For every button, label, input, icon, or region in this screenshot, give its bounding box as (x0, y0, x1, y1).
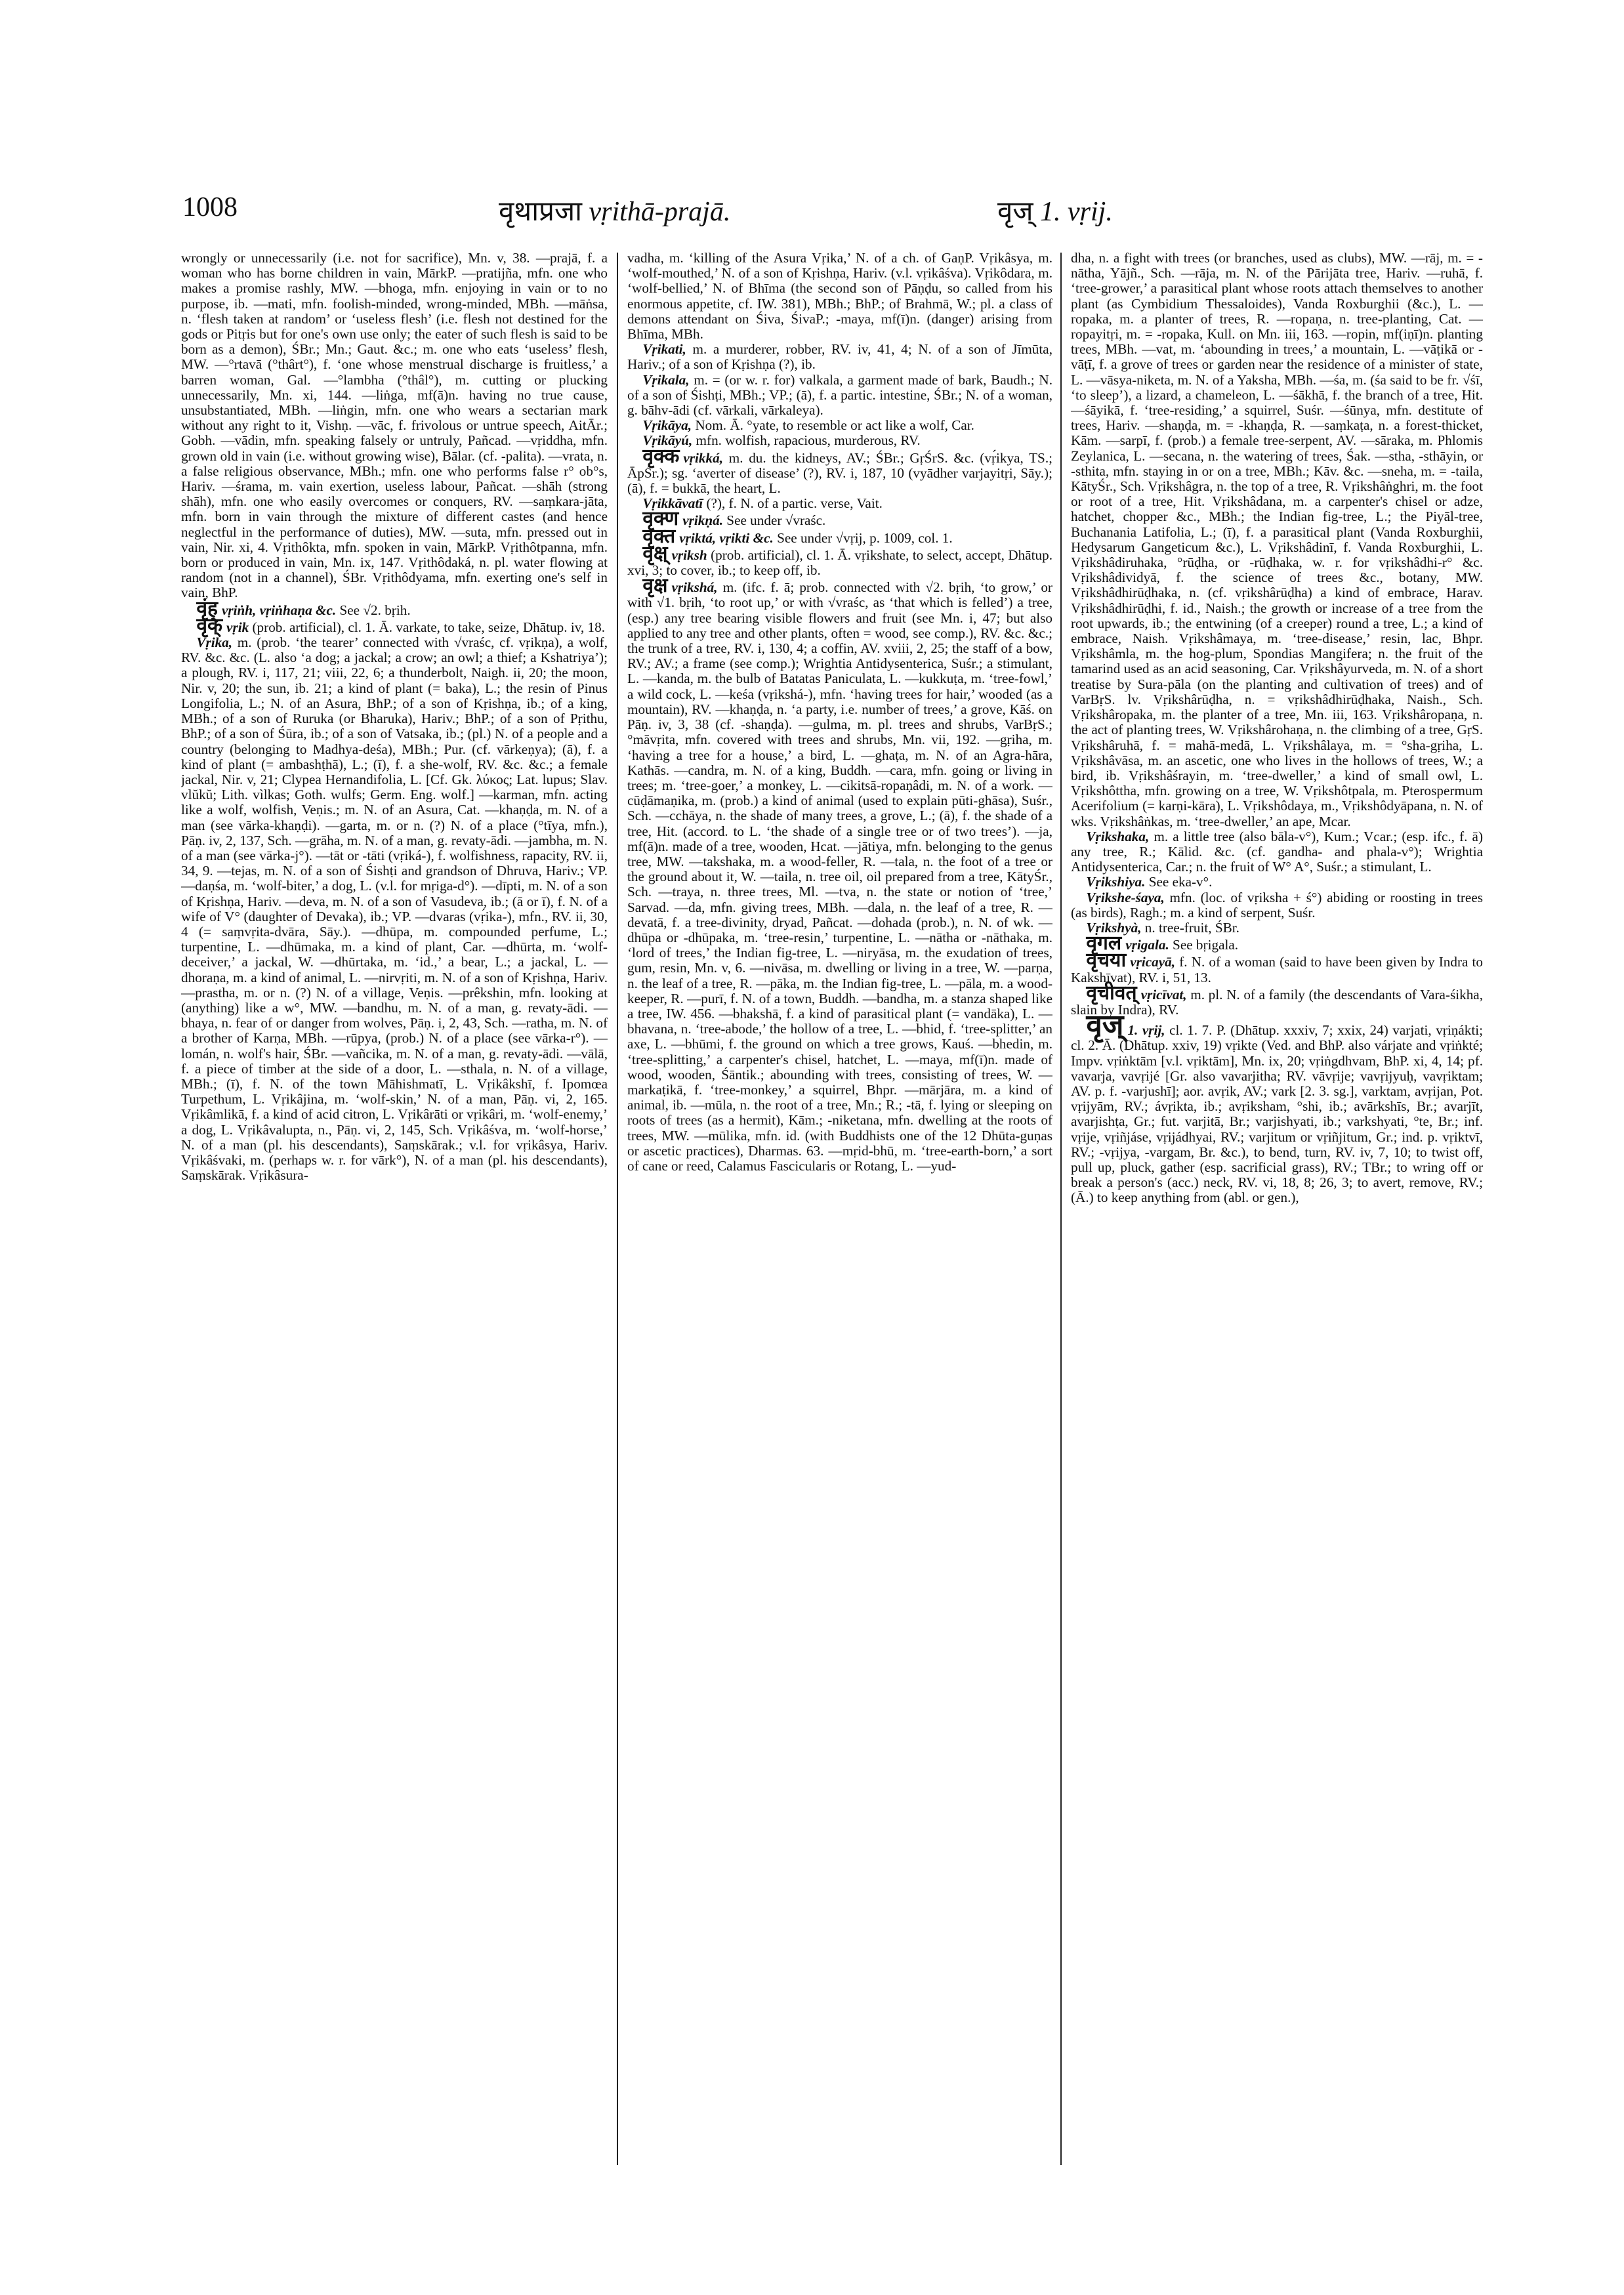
devanagari-headword: वृज् (1086, 1009, 1124, 1042)
devanagari-headword: वृगल (1086, 932, 1122, 955)
entry-definition: m. a murderer, robber, RV. iv, 41, 4; N. of a son of Jīmūta, Hariv.; of a son of Kṛishṇa (?), ib. (627, 341, 1052, 373)
devanagari-headword: वृचया (1086, 949, 1127, 972)
entry-definition: m. = (or w. r. for) valkala, a garment made of bark, Baudh.; N. of a son of Śishṭi, MBh.; VP.; (ā), f. a partic. intestine, ŚBr.; N. of a woman, g. bāhv-ādi (cf. vārkali, vārkaleya). (627, 371, 1052, 419)
entry-definition: m. pl. N. of a family (the descendants of Vara-śikha, slain by Indra), RV. (1071, 986, 1483, 1018)
dictionary-entry (1071, 982, 1483, 1018)
entry-definition: See bṛigala. (1169, 937, 1239, 953)
devanagari-headword: वृक्ष (642, 575, 668, 597)
entry-definition: n. tree-fruit, ŚBr. (1141, 919, 1239, 936)
column-divider (617, 253, 618, 2165)
dictionary-entry (627, 575, 1052, 1174)
page-number: 1008 (182, 192, 238, 222)
entry-definition: (prob. artificial), cl. 1. Ā. varkate, to take, seize, Dhātup. iv, 18. (249, 619, 606, 635)
entry-headword: vṛik (226, 619, 249, 635)
dictionary-entry (627, 251, 1052, 342)
entry-headword: Vṛikati, (642, 341, 686, 358)
entry-headword: Vṛikshe-śaya, (1086, 889, 1165, 905)
header-last-headword (997, 192, 1113, 229)
column-2 (627, 251, 1052, 2166)
devanagari-headword: वृक्त (642, 525, 676, 547)
dictionary-entry (627, 433, 1052, 448)
entry-definition: mfn. wolfish, rapacious, murderous, RV. (692, 432, 921, 449)
dictionary-entry (1071, 829, 1483, 875)
entry-definition: Nom. Ā. °yate, to resemble or act like a wolf, Car. (692, 417, 974, 434)
entry-definition: (?), f. N. of a partic. verse, Vait. (703, 495, 883, 512)
entry-headword: Vṛikshiya. (1086, 874, 1146, 890)
dictionary-entry (1071, 920, 1483, 936)
dictionary-entry (627, 373, 1052, 419)
entry-definition: m. a little tree (also bāla-v°), Kum.; Vcar.; (esp. ifc., f. ā) any tree, R.; Kālid. &c. (cf. gandha- and phala-v°); Wrightia Antidysenterica, Car.; n. the fruit of W° A°, Suśr.; a stimulant, L. (1071, 828, 1483, 875)
entry-headword: vṛikká, (683, 449, 724, 466)
entry-definition: mfn. (loc. of vṛiksha + ś°) abiding or roosting in trees (as birds), Ragh.; m. a kind of serpent, Suśr. (1071, 889, 1483, 920)
entry-definition: m. (ifc. f. ā; prob. connected with √2. bṛih, ‘to grow,’ or with √1. bṛih, ‘to root up,’ or with √vraśc, as ‘that which is felled’) a tree, (esp.) any tree bearing visible flowers and fruit (see Mn. i, 47; but also applied to any tree and other plants, often = wood, see comp.), RV. &c. &c.; the trunk of a tree, RV. i, 130, 4; a coffin, AV. xviii, 2, 25; the staff of a bow, RV.; AV.; a frame (see comp.); Wrightia Antidysenterica, Suśr.; a stimulant, L. —kanda, m. the bulb of Batatas Paniculata, L. —kukkuṭa, m. ‘tree-fowl,’ a wild cock, L. —keśa (vṛikshá-), mfn. ‘having trees for hair,’ wooded (as a mountain), RV. —khaṇḍa, n. ‘a party, i.e. number of trees,’ a grove, Kāś. on Pāṇ. iv, 3, 38 (cf. -shaṇḍa). —gulma, m. pl. trees and shrubs, VarBṛS.; °māvṛita, mfn. covered with trees and shrubs, Mn. vii, 192. —gṛiha, m. ‘having a tree for a house,’ a bird, L. —ghaṭa, m. N. of an Agra-hāra, Kathās. —candra, m. N. of a king, Buddh. —cara, mfn. going or living in trees; m. ‘tree-goer,’ a monkey, L. —cikitsā-ropaṇâdi, m. N. of a work. —cūḍāmaṇika, m. (prob.) a kind of animal (used to explain pūti-ghāsa), Suśr., Sch. —cchāya, n. the shade of many trees, a grove, L.; (ā), f. the shade of a tree, Hit. (accord. to L. ‘the shade of a single tree or of two trees’). —ja, mf(ā)n. made of a tree, wooden, Hcat. —jātiya, mfn. belonging to the genus tree, MW. —takshaka, m. a wood-feller, R. —tala, n. the foot of a tree or the ground about it, W. —taila, n. tree oil, oil prepared from a tree, KātyŚr., Sch. —traya, n. three trees, Ml. —tva, n. the state or notion of ‘tree,’ Sarvad. —da, mfn. giving trees, MBh. —dala, n. the leaf of a tree, R. —devatā, f. a tree-divinity, dryad, Pañcat. —dohada (prob.), n. N. of wk. —dhūpa or -dhūpaka, m. ‘tree-resin,’ turpentine, L. —nātha or -nāthaka, m. ‘lord of trees,’ the Indian fig-tree, L. —niryāsa, m. the exudation of trees, gum, resin, Mn. v, 6. —nivāsa, m. dwelling or living in a tree, W. —parṇa, n. the leaf of a tree, R. —pāka, m. the Indian fig-tree, L. —pāla, m. a wood-keeper, R. —purī, f. N. of a town, Buddh. —bandha, m. a stanza shaped like a tree, IW. 456. —bhakshā, f. a kind of parasitical plant (= vandāka), L. —bhavana, n. ‘tree-abode,’ the hollow of a tree, L. —bhid, f. ‘tree-splitter,’ an axe, L. —bhūmi, f. the ground on which a tree grows, Kauś. —bhedin, m. ‘tree-splitting,’ a carpenter's chisel, hatchet, L. —maya, mf(ī)n. made of wood, wooden, Śāntik.; abounding with trees, consisting of trees, W. —markaṭikā, f. ‘tree-monkey,’ a squirrel, Bhpr. —mārjāra, m. a kind of animal, ib. —mūla, n. the root of a tree, Mn.; R.; -tā, f. lying or sleeping on roots of trees (as a hermit), Kām.; -niketana, mfn. dwelling at the roots of trees, MW. —mūlika, mfn. id. (with Buddhists one of the 12 Dhūta-guṇas or ascetic practices), Dharmas. 63. —mṛid-bhū, m. ‘tree-earth-born,’ a sort of cane or reed, Calamus Fascicularis or Rotang, L. —yud- (627, 579, 1052, 1174)
entry-definition: See under √vraśc. (723, 512, 826, 529)
dictionary-entry (627, 496, 1052, 511)
dictionary-entry (1071, 949, 1483, 985)
entry-definition: See √2. bṛih. (336, 602, 411, 618)
entry-headword: vṛicayā, (1130, 954, 1176, 970)
header-last-roman: 1. vṛij. (1040, 197, 1113, 227)
dictionary-entry (627, 542, 1052, 579)
entry-headword: 1. vṛij, (1127, 1022, 1165, 1039)
entry-headword: Vṛikkāvatī (642, 495, 703, 512)
dictionary-entry (1071, 251, 1483, 829)
dictionary-entry (181, 251, 608, 601)
dictionary-entry (181, 614, 608, 636)
entry-headword: Vṛikāya, (642, 417, 692, 434)
header-last-deva: वृज् (997, 197, 1033, 227)
header-first-roman: vṛithā-prajā. (589, 197, 731, 227)
column-1 (181, 251, 608, 2166)
entry-definition: wrongly or unnecessarily (i.e. not for sacrifice), Mn. v, 38. —prajā, f. a woman who has borne children in vain, MārkP. —pratijña, mfn. one who makes a promise rashly, MW. —bhoga, mfn. enjoying in vain or to no purpose, ib. —mati, mfn. foolish-minded, wrong-minded, MBh. —māṅsa, n. ‘flesh taken at random’ or ‘useless flesh’ (i.e. flesh not destined for the gods or Pitṛis but for one's own use only; the eater of such flesh is said to be born as a demon), ŚBr.; Mn.; Gaut. &c.; m. one who eats ‘useless’ flesh, MW. —°rtavā (°thârt°), f. ‘one whose menstrual discharge is fruitless,’ a barren woman, Gal. —°lambha (°thâl°), m. cutting or plucking unnecessarily, Mn. xi, 144. —liṅga, mf(ā)n. having no true cause, unsubstantiated, MBh. —liṅgin, mfn. one who wears a sectarian mark without any right to it, Vishṇ. —vāc, f. frivolous or untrue speech, AitĀr.; Gobh. —vādin, mfn. speaking falsely or untruly, Pañcad. —vṛiddha, mfn. grown old in vain (i.e. without growing wise), Bālar. (cf. -palita). —vrata, n. a false religious observance, MBh.; mfn. one who performs false r° ob°s, Hariv. —śrama, m. vain exertion, useless labour, Pañcat. —shāh (strong shāh), mfn. one who easily overcomes or conquers, RV. —saṃkara-jāta, mfn. born in vain through the mixture of different castes (and hence neglectful in the performance of duties), MW. —suta, mfn. pressed out in vain, Nir. xi, 4. Vṛithôkta, mfn. spoken in vain, MārkP. Vṛithôtpanna, mfn. born or produced in vain, Mn. ix, 147. Vṛithôdaká, n. pl. water flowing at random (not in a channel), ŚBr. Vṛithôdyama, mfn. exerting one's self in vain, BhP. (181, 251, 608, 601)
dictionary-entry (181, 635, 608, 1183)
entry-headword: vṛigala. (1125, 937, 1169, 953)
dictionary-entry (627, 445, 1052, 497)
entry-definition: m. (prob. ‘the tearer’ connected with √vraśc, cf. vṛikṇa), a wolf, RV. &c. &c. (L. also ‘a dog; a jackal; a crow; an owl; a thief; a Kshatriya’); a plough, RV. i, 117, 21; viii, 22, 6; a thunderbolt, Naigh. ii, 20; the moon, Nir. v, 20; the sun, ib. 21; a kind of plant (= baka), L.; the resin of Pinus Longifolia, L.; N. of an Asura, BhP.; of a son of Kṛishṇa, ib.; of a king, MBh.; of a son of Ruruka (or Bharuka), Hariv.; BhP.; of a son of Pṛithu, BhP.; of a son of Śūra, ib.; of a son of Vatsaka, ib.; (pl.) N. of a people and a country (belonging to Madhya-deśa), MBh.; Pur. (cf. vārkeṇya); (ā), f. a kind of plant (= ambashṭhā), L.; (ī), f. a she-wolf, RV. &c. &c.; a female jackal, Nir. v, 21; Clypea Hernandifolia, L. [Cf. Gk. λύκος; Lat. lupus; Slav. vlŭkŭ; Lith. vìlkas; Goth. wulfs; Germ. Eng. wolf.] —karman, mfn. acting like a wolf, wolfish, Veṇis.; m. N. of an Asura, Cat. —khaṇḍa, m. N. of a man (see vārka-khaṇḍi). —garta, m. or n. (?) N. of a place (°tīya, mfn.), Pāṇ. iv, 2, 137, Sch. —grāha, m. N. of a man, g. revaty-ādi. —jambha, m. N. of a man (see vārka-j°). —tāt or -tāti (vṛiká-), f. wolfishness, rapacity, RV. ii, 34, 9. —tejas, m. N. of a son of Śishṭi and grandson of Dhruva, Hariv.; VP. —daṇśa, m. ‘wolf-biter,’ a dog, L. (v.l. for mṛiga-d°). —dīpti, m. N. of a son of Kṛishṇa, Hariv. —deva, m. N. of a son of Vasudeva, ib.; (ā or ī), f. N. of a wife of V° (daughter of Devaka), ib.; VP. —dvaras (vṛ́ika-), mfn., RV. ii, 30, 4 (= saṃvṛita-dvāra, Sāy.). —dhūpa, m. compounded perfume, L.; turpentine, L. —dhūmaka, m. a kind of plant, Car. —dhūrta, m. ‘wolf-deceiver,’ a jackal, W. —dhūrtaka, m. ‘id.,’ a bear, L.; a jackal, L. —dhoraṇa, m. a kind of animal, L. —nirvṛiti, m. N. of a son of Kṛishṇa, Hariv. —prastha, m. or n. (?) N. of a village, Veṇis. —prêkshin, mfn. looking at (anything) like a w°, MW. —bandhu, m. N. of a man, g. revaty-ādi. —bhaya, n. fear of or danger from wolves, Pāṇ. i, 2, 43, Sch. —ratha, m. N. of a brother of Karṇa, MBh. —rūpya, (prob.) N. of a place (see vārka-r°). —lomán, n. wolf's hair, ŚBr. —vañcika, m. N. of a man, g. revaty-ādi. —vālā, f. a piece of timber at the side of a door, L. —sthala, n. N. of a village, MBh.; (ī), f. N. of the town Māhishmatī, L. Vṛikâkshī, f. Ipomœa Turpethum, L. Vṛikâjina, m. ‘wolf-skin,’ N. of a man, Pāṇ. vi, 2, 165. Vṛikâmlikā, f. a kind of acid citron, L. Vṛikârāti or vṛikâri, m. ‘wolf-enemy,’ a dog, L. Vṛikâvalupta, n., Pāṇ. vi, 2, 145, Sch. Vṛikâśva, m. ‘wolf-horse,’ N. of a man (pl. his descendants), Saṃskārak.; v.l. for vṛikâsya, Hariv. Vṛikâśvaki, m. (perhaps w. r. for vārk°), N. of a man (pl. his descendants), Saṃskārak. Vṛikâsura- (181, 634, 608, 1184)
entry-definition: See under √vṛij, p. 1009, col. 1. (773, 529, 953, 546)
dictionary-entry (1071, 890, 1483, 920)
entry-headword: Vṛikāyú, (642, 432, 693, 449)
entry-definition: dha, n. a fight with trees (or branches, used as clubs), MW. —rāj, m. = -nātha, Yājñ., Sch. —rāja, m. N. of the Pārijāta tree, Hariv. —ruhā, f. ‘tree-grower,’ a parasitical plant whose roots attach themselves to another plant (as Cymbidium Thessaloides), Vanda Roxburghii (&c.), L. —ropaka, m. a planter of trees, R. —ropaṇa, n. tree-planting, Cat. —ropayitṛi, m. = -ropaka, Kull. on Mn. iii, 163. —ropin, mf(iṇī)n. planting trees, MBh. —vat, m. ‘abounding in trees,’ a mountain, L. —vāṭikā or -vāṭī, f. a grove of trees or garden near the residence of a minister of state, L. —vāsya-niketa, m. N. of a Yaksha, MBh. —śa, m. (śa said to be fr. √śī, ‘to sleep’), a lizard, a chameleon, L. —śākhā, f. the branch of a tree, Hit. —śāyikā, f. ‘tree-residing,’ a squirrel, Suśr. —śūnya, mfn. destitute of trees, Hariv. —shaṇḍa, m. = -khaṇḍa, R. —saṃkaṭa, n. a forest-thicket, Kām. —sarpī, f. (prob.) a female tree-serpent, AV. —sāraka, m. Phlomis Zeylanica, L. —secana, n. the watering of trees, Śak. —stha, -sthāyin, or -sthita, mfn. staying in or on a tree, MBh.; Kāv. &c. —sneha, m. = -taila, KātyŚr., Sch. Vṛikshâgra, n. the top of a tree, R. Vṛikshâṅghri, m. the foot or root of a tree, Hit. Vṛikshâdana, m. a carpenter's chisel or adze, hatchet, chopper &c., MBh.; the Indian fig-tree, L.; the Piyāl-tree, Buchanania Latifolia, L.; (ī), f. a parasitical plant (Vanda Roxburghii, Hedysarum Gangeticum &c.), L. Vṛikshâdinī, f. Vanda Roxburghii, L. Vṛikshâdiruhaka, °rūḍha, or -rūḍhaka, w. r. for vṛikshâdhi-r° &c. Vṛikshâdividyā, f. the science of trees &c., botany, MW. Vṛikshâdhirūḍhaka, n. (cf. vṛikshârūḍha) a kind of embrace, Harav. Vṛikshâdhirūḍhi, f. id., Naish.; the growth or increase of a tree from the root upwards, ib.; the entwining (of a creeper) round a tree, L.; a kind of embrace, Naish. Vṛikshâmaya, m. ‘tree-disease,’ resin, lac, Bhpr. Vṛikshâmla, m. the hog-plum, Spondias Mangifera; n. the fruit of the tamarind used as an acid seasoning, Car. Vṛikshâyurveda, m. N. of a short treatise by Sura-pāla (on the planting and cultivation of trees) and of VarBṛS. lv. Vṛikshârūḍha, n. = vṛikshâdhirūḍhaka, Naish., Sch. Vṛikshâropaka, m. the planter of a tree, Mn. iii, 163. Vṛikshâropaṇa, n. the act of planting trees, W. Vṛikshârohaṇa, n. the climbing of a tree, GṛS. Vṛikshâruhā, f. = mahā-medā, L. Vṛikshâlaya, m. = °sha-gṛiha, L. Vṛikshâvāsa, m. an ascetic, one who lives in the hollows of trees, W.; a bird, ib. Vṛikshâśrayin, m. ‘tree-dweller,’ a kind of small owl, L. Vṛikshôttha, mfn. growing on a tree, W. Vṛikshôtpala, m. Pterospermum Acerifolium (= karṇi-kāra), L. Vṛikshôdaya, m., Vṛikshôdyāpana, n. N. of wks. Vṛikshâṅkas, m. ‘tree-dweller,’ an ape, Mcar. (1071, 251, 1483, 829)
devanagari-headword: वृक्ण (642, 508, 679, 530)
dictionary-entry (1071, 875, 1483, 890)
entry-headword: vṛicīvat, (1140, 986, 1187, 1003)
devanagari-headword: वृक् (196, 614, 223, 636)
column-divider (1060, 253, 1062, 2165)
dictionary-entry (627, 508, 1052, 530)
entry-headword: Vṛika, (196, 634, 233, 651)
entry-headword: vṛiṅh, vṛiṅhaṇa &c. (221, 602, 337, 618)
entry-definition: cl. 1. 7. P. (Dhātup. xxxiv, 7; xxix, 24) varjati, vṛiṇákti; cl. 2. Ā. (Dhātup. xxiv, 19) vṛikte (Ved. and BhP. also várjate and vṛiṅkté; Impv. vṛiṅktām [v.l. vṛiktām], Mn. ix, 20; vṛiṅgdhvam, BhP. xi, 4, 14; pf. vavarja, vavṛijé [Gr. also vavarjitha; RV. vāvṛije; vavṛijyuḥ, vavṛiktam; AV. p. f. -varjushī]; aor. avṛik, AV.; vark [2. 3. sg.], varktam, avṛijan, Pot. vṛijyām, RV.; ávṛikta, ib.; avṛiksham, °shi, ib.; avārkshīs, Br.; avarjīt, avarjishṭa, Gr.; fut. varjitā, Br.; varjishyati, ib.; varkshyati, °te, Br.; inf. vṛije, vṛiñjáse, vṛijádhyai, RV.; varjitum or vṛiñjitum, Gr.; ind. p. vṛiktvī, RV.; -vṛijya, -vargam, Br. &c.), to bend, turn, RV. iv, 7, 10; to twist off, pull up, pluck, gather (esp. sacrificial grass), RV.; TBr.; to wring off or break a person's (acc.) neck, RV. vi, 18, 8; 26, 3; to avert, remove, RV.; (Ā.) to keep anything from (abl. or gen.), (1071, 1022, 1483, 1206)
entry-headword: vṛiksh (671, 547, 707, 563)
header-first-headword (499, 192, 730, 229)
running-header (0, 192, 1624, 228)
dictionary-entry (1071, 1009, 1483, 1206)
dictionary-entry (627, 418, 1052, 433)
entry-headword: Vṛikshaka, (1086, 828, 1150, 844)
devanagari-headword: वृक्क (642, 445, 680, 467)
dictionary-entry (1071, 932, 1483, 955)
entry-definition: f. N. of a woman (said to have been given by Indra to Kakshīvat), RV. i, 51, 13. (1071, 954, 1483, 985)
entry-headword: Vṛikshyà, (1086, 919, 1142, 936)
column-3 (1071, 251, 1483, 2166)
entry-definition: (prob. artificial), cl. 1. Ā. vṛikshate, to select, accept, Dhātup. xvi, 3; to cover, ib.; to keep off, ib. (627, 547, 1052, 579)
header-first-deva: वृथाप्रजा (499, 197, 583, 227)
entry-definition: vadha, m. ‘killing of the Asura Vṛika,’ N. of a ch. of GaṇP. Vṛikâsya, m. ‘wolf-mouthed,’ N. of a son of Kṛishṇa, Hariv. (v.l. vṛikâśva). Vṛikôdara, m. ‘wolf-bellied,’ N. of Bhīma (the second son of Pāṇḍu, so called from his enormous appetite, cf. IW. 381), MBh.; BhP.; of Brahmā, W.; pl. a class of demons attendant on Śiva, ŚivaP.; -maya, mf(ī)n. (danger) arising from Bhīma, MBh. (627, 251, 1052, 342)
entry-headword: Vṛikala, (642, 371, 690, 388)
devanagari-headword: वृचीवत् (1086, 982, 1137, 1004)
dictionary-entry (181, 597, 608, 619)
devanagari-headword: वृंह् (196, 597, 218, 619)
dictionary-entry (627, 342, 1052, 372)
entry-headword: vṛiktá, vṛikti &c. (679, 529, 774, 546)
devanagari-headword: वृक्ष् (642, 542, 668, 564)
entry-definition: See eka-v°. (1145, 874, 1213, 890)
entry-headword: vṛikṇá. (682, 512, 723, 529)
entry-definition: m. du. the kidneys, AV.; ŚBr.; GṛŚrS. &c. (vṛ́ikya, TS.; ĀpŚr.); sg. ‘averter of disease’ (?), RV. i, 187, 10 (vyādher varjayitṛi, Sāy.); (ā), f. = bukkā, the heart, L. (627, 449, 1052, 497)
dictionary-entry (627, 525, 1052, 547)
entry-headword: vṛikshá, (671, 579, 718, 596)
